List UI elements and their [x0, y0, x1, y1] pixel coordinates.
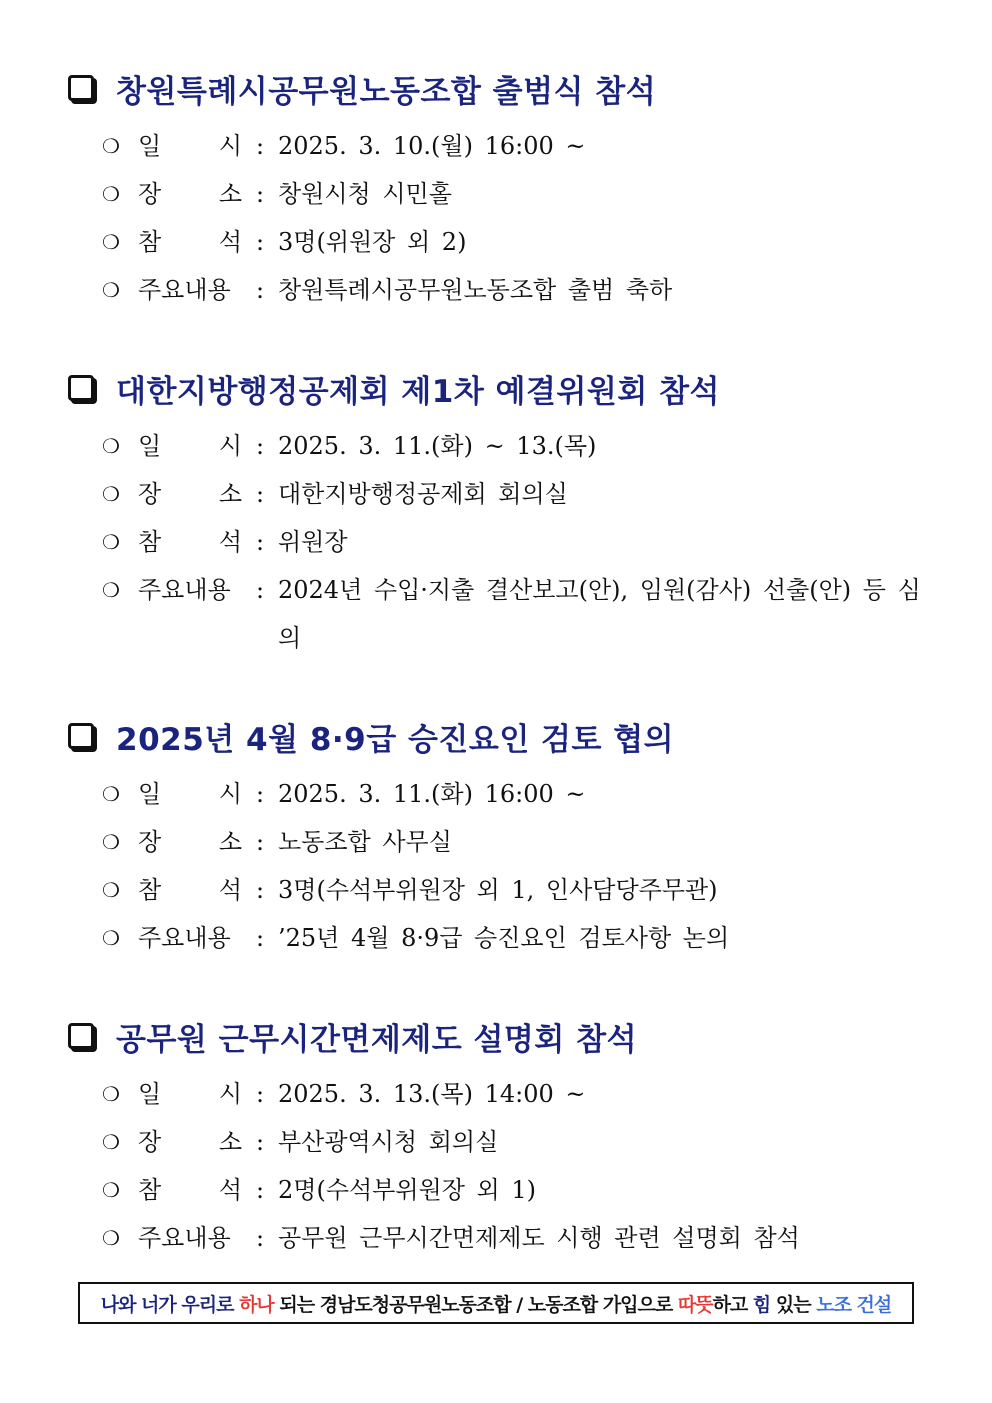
- checkbox-square-icon: [68, 1023, 94, 1049]
- section-title-text: 2025년 4월 8·9급 승진요인 검토 협의: [116, 721, 675, 758]
- slogan-part: 힘: [752, 1293, 771, 1316]
- circle-bullet-icon: ❍: [102, 434, 120, 458]
- item-label: 일 시: [138, 780, 242, 808]
- colon: :: [256, 924, 265, 952]
- item-content: [68, 266, 938, 314]
- slogan-part: 하나: [239, 1293, 274, 1316]
- item-place: [68, 170, 938, 218]
- circle-bullet-icon: ❍: [102, 182, 120, 206]
- item-date: [68, 122, 938, 170]
- circle-bullet-icon: ❍: [102, 578, 120, 602]
- item-attendees: [68, 218, 938, 266]
- item-label: 장 소: [138, 1128, 242, 1156]
- colon: :: [256, 276, 265, 304]
- item-label: 주요내용: [138, 924, 231, 952]
- item-value: 3명(수석부위원장 외 1, 인사담당주무관): [278, 876, 718, 904]
- checkbox-square-icon: [68, 75, 94, 101]
- colon: :: [256, 1224, 265, 1252]
- item-value: 부산광역시청 회의실: [278, 1128, 499, 1156]
- item-value: 위원장: [278, 528, 348, 556]
- item-date: [68, 770, 938, 818]
- circle-bullet-icon: ❍: [102, 230, 120, 254]
- section-1: [68, 66, 938, 314]
- item-date: [68, 1070, 938, 1118]
- item-value: 3명(위원장 외 2): [278, 228, 467, 256]
- circle-bullet-icon: ❍: [102, 830, 120, 854]
- item-value: 2명(수석부위원장 외 1): [278, 1176, 536, 1204]
- circle-bullet-icon: ❍: [102, 1226, 120, 1250]
- section-title: [68, 714, 938, 758]
- circle-bullet-icon: ❍: [102, 134, 120, 158]
- item-value: 2025. 3. 13.(목) 14:00 ~: [278, 1080, 586, 1108]
- item-label: 참 석: [138, 876, 242, 904]
- slogan-part: 하고: [712, 1293, 753, 1316]
- colon: :: [256, 1080, 265, 1108]
- section-title: [68, 66, 938, 110]
- item-label: 참 석: [138, 1176, 242, 1204]
- circle-bullet-icon: ❍: [102, 278, 120, 302]
- item-label: 주요내용: [138, 576, 231, 604]
- item-label: 일 시: [138, 132, 242, 160]
- section-title: [68, 1014, 938, 1058]
- section-2: [68, 366, 938, 662]
- item-content: [68, 1214, 938, 1262]
- item-value: 창원특례시공무원노동조합 출범 축하: [278, 276, 673, 304]
- circle-bullet-icon: ❍: [102, 482, 120, 506]
- item-value: 창원시청 시민홀: [278, 180, 452, 208]
- item-value: 대한지방행정공제회 회의실: [278, 480, 568, 508]
- item-place: [68, 470, 938, 518]
- item-value: 공무원 근무시간면제제도 시행 관련 설명회 참석: [278, 1224, 800, 1252]
- item-value: ’25년 4월 8·9급 승진요인 검토사항 논의: [278, 924, 730, 952]
- item-value: 2025. 3. 10.(월) 16:00 ~: [278, 132, 586, 160]
- circle-bullet-icon: ❍: [102, 878, 120, 902]
- item-content: [68, 566, 938, 662]
- circle-bullet-icon: ❍: [102, 530, 120, 554]
- section-4: [68, 1014, 938, 1262]
- item-label: 참 석: [138, 528, 242, 556]
- slogan-part: 나와 너가 우리로: [100, 1293, 240, 1316]
- checkbox-square-icon: [68, 723, 94, 749]
- circle-bullet-icon: ❍: [102, 926, 120, 950]
- item-attendees: [68, 866, 938, 914]
- item-label: 주요내용: [138, 1224, 231, 1252]
- slogan-part: 따뜻: [677, 1293, 713, 1316]
- slogan-part: 노조 건설: [816, 1293, 892, 1316]
- item-date: [68, 422, 938, 470]
- colon: :: [256, 876, 265, 904]
- item-content: [68, 914, 938, 962]
- colon: :: [256, 528, 265, 556]
- colon: :: [256, 480, 265, 508]
- section-title-text: 대한지방행정공제회 제1차 예결위원회 참석: [116, 373, 720, 410]
- item-label: 일 시: [138, 432, 242, 460]
- colon: :: [256, 780, 265, 808]
- item-value: 2024년 수입·지출 결산보고(안), 임원(감사) 선출(안) 등 심의: [278, 576, 921, 652]
- item-label: 일 시: [138, 1080, 242, 1108]
- section-title: [68, 366, 938, 410]
- section-title-text: 창원특례시공무원노동조합 출범식 참석: [116, 73, 657, 110]
- item-attendees: [68, 518, 938, 566]
- item-label: 장 소: [138, 180, 242, 208]
- slogan-part: 되는 경남도청공무원노동조합 / 노동조합 가입으로: [273, 1293, 678, 1316]
- circle-bullet-icon: ❍: [102, 782, 120, 806]
- colon: :: [256, 180, 265, 208]
- colon: :: [256, 1128, 265, 1156]
- section-3: [68, 714, 938, 962]
- circle-bullet-icon: ❍: [102, 1178, 120, 1202]
- item-value: 2025. 3. 11.(화) ~ 13.(목): [278, 432, 597, 460]
- item-label: 주요내용: [138, 276, 231, 304]
- circle-bullet-icon: ❍: [102, 1130, 120, 1154]
- circle-bullet-icon: ❍: [102, 1082, 120, 1106]
- item-place: [68, 818, 938, 866]
- item-value: 2025. 3. 11.(화) 16:00 ~: [278, 780, 586, 808]
- item-label: 장 소: [138, 480, 242, 508]
- colon: :: [256, 576, 265, 604]
- item-place: [68, 1118, 938, 1166]
- slogan-part: 있는: [770, 1293, 817, 1316]
- section-title-text: 공무원 근무시간면제제도 설명회 참석: [116, 1021, 638, 1058]
- item-value: 노동조합 사무실: [278, 828, 452, 856]
- colon: :: [256, 228, 265, 256]
- colon: :: [256, 828, 265, 856]
- colon: :: [256, 1176, 265, 1204]
- colon: :: [256, 432, 265, 460]
- footer-slogan: [78, 1282, 914, 1324]
- item-attendees: [68, 1166, 938, 1214]
- item-label: 참 석: [138, 228, 242, 256]
- checkbox-square-icon: [68, 375, 94, 401]
- colon: :: [256, 132, 265, 160]
- item-label: 장 소: [138, 828, 242, 856]
